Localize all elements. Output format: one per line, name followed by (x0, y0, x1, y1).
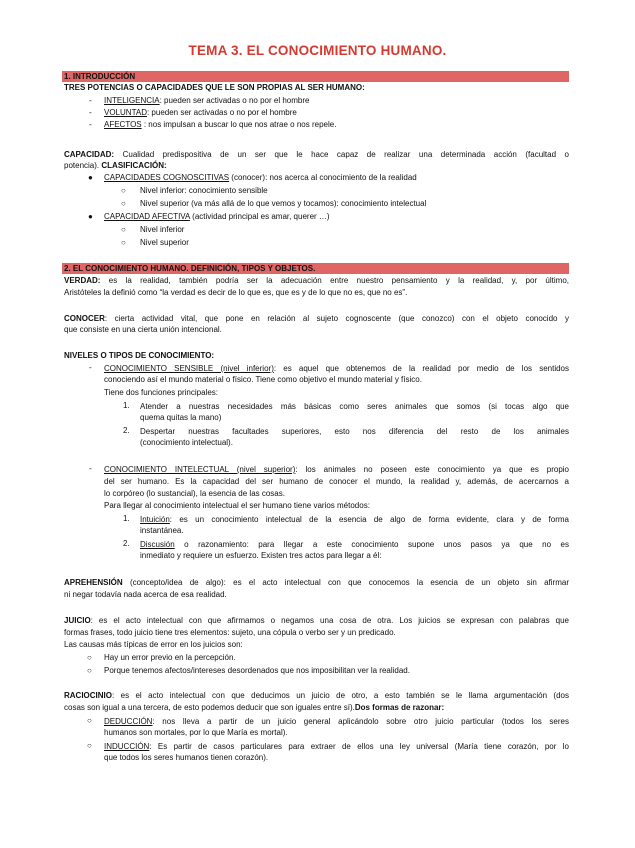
list-item-inteligencia: INTELIGENCIA: pueden ser activadas o no por el hombre (104, 96, 310, 105)
page-title: TEMA 3. EL CONOCIMIENTO HUMANO. (188, 43, 447, 58)
bullet-circle: ○ (121, 186, 126, 195)
dash-bullet: - (89, 464, 92, 473)
capacidad-line-2: potencia). CLASIFICACIÓN: (64, 161, 167, 170)
intelectual-line-4: Para llegar al conocimiento intelectual el ser humano tiene varios métodos: (104, 501, 370, 510)
bullet-dot: ● (88, 173, 93, 182)
funcion-1-line-2: quema quitas la mano) (140, 413, 222, 422)
bullet-dot: ● (88, 212, 93, 221)
niveles-heading: NIVELES O TIPOS DE CONOCIMIENTO: (64, 351, 215, 360)
metodo-2-line-2: inmediato y requiere un esfuerzo. Existen tres actos para llegar a él: (140, 551, 382, 560)
intelectual-line-2: del ser humano. Es la capacidad del ser humano de conocer el mundo, la realidad y, además, de acercarnos a (104, 477, 569, 486)
number-marker-1: 1. (123, 401, 130, 410)
bullet-circle: ○ (121, 238, 126, 247)
sensible-line-2: conociendo así el mundo material o físico. Tiene como objetivo el mundo material y físico. (104, 375, 422, 384)
juicio-error-1: Hay un error previo en la percepción. (104, 653, 236, 662)
aprehension-line-1: APREHENSIÓN (concepto/idea de algo): es el acto intelectual con que conocemos la esencia de un objeto sin afirmar (64, 578, 569, 587)
verdad-line-1: VERDAD: es la realidad, también podría ser la adecuación entre nuestro pensamiento y la realidad, y, por último, (64, 276, 569, 285)
funcion-2-line-1: Despertar nuestras facultades superiores, esto nos diferencia del resto de los animales (140, 427, 569, 436)
number-marker-2: 2. (123, 539, 130, 548)
juicio-error-2: Porque tenemos afectos/intereses desordenados que nos imposibilitan ver la realidad. (104, 666, 410, 675)
bullet-circle: ○ (87, 666, 92, 675)
deduccion-line-1: DEDUCCIÓN: nos lleva a partir de un juicio general aplicándolo sobre otro juicio particular (todos los seres (104, 717, 569, 726)
juicio-line-3: Las causas más típicas de error en los juicios son: (64, 640, 243, 649)
list-item-voluntad: VOLUNTAD: pueden ser activadas o no por el hombre (104, 108, 297, 117)
induccion-line-1: INDUCCIÓN: Es partir de casos particulares para extraer de ellos una ley universal (María tiene corazón, por lo (104, 742, 569, 751)
afectiva-item: CAPACIDAD AFECTIVA (actividad principal es amar, querer …) (104, 212, 330, 221)
induccion-line-2: que todos los seres humanos tienen corazón). (104, 753, 269, 762)
metodo-1-line-2: instantánea. (140, 526, 184, 535)
deduccion-line-2: humanos son mortales, por lo que María es mortal). (104, 728, 288, 737)
raciocinio-line-2: cosas son igual a una tercera, de esto podemos deducir que son iguales entre sí).Dos formas de razonar: (64, 703, 445, 712)
dash-bullet: - (89, 96, 92, 105)
sensible-line-3: Tiene dos funciones principales: (104, 388, 218, 397)
conocer-line-2: que consiste en una cierta unión intencional. (64, 325, 222, 334)
section-heading-conocimiento: 2. EL CONOCIMIENTO HUMANO. DEFINICIÓN, TIPOS Y OBJETOS. (62, 263, 569, 274)
potencias-heading: TRES POTENCIAS O CAPACIDADES QUE LE SON PROPIAS AL SER HUMANO: (64, 83, 365, 92)
number-marker-2: 2. (123, 426, 130, 435)
dash-bullet: - (89, 108, 92, 117)
aprehension-line-2: ni negar todavía nada acerca de esa realidad. (64, 590, 227, 599)
juicio-line-2: formas frases, todo juicio tiene tres elementos: sujeto, una cópula o verbo ser y un predicado. (64, 628, 396, 637)
bullet-circle: ○ (87, 653, 92, 662)
intelectual-line-1: CONOCIMIENTO INTELECTUAL (nivel superior): los animales no poseen este conocimiento ya que es propio (104, 465, 569, 474)
metodo-2-line-1: Discusión o razonamiento: para llegar a este conocimiento supone unos pasos ya que no es (140, 540, 569, 549)
dash-bullet: - (89, 363, 92, 372)
verdad-line-2: Aristóteles la definió como “la verdad es decir de lo que es, que es y de lo que no es, que no es”. (64, 288, 408, 297)
cognoscitivas-sub-1: Nivel inferior: conocimiento sensible (140, 186, 268, 195)
conocer-line-1: CONOCER: cierta actividad vital, que pone en relación al sujeto cognoscente (que conozco) con el objeto conocido y (64, 314, 569, 323)
metodo-1-line-1: Intuición: es un conocimiento intelectual de la esencia de algo de forma evidente, clara y de forma (140, 515, 569, 524)
intelectual-line-3: lo corpóreo (lo sustancial), la esencia de las cosas. (104, 489, 285, 498)
sensible-line-1: CONOCIMIENTO SENSIBLE (nivel inferior): es aquel que obtenemos de la realidad por medio de los sentidos (104, 364, 569, 373)
cognoscitivas-item: CAPACIDADES COGNOSCITIVAS (conocer): nos acerca al conocimiento de la realidad (104, 173, 417, 182)
bullet-circle: ○ (121, 225, 126, 234)
funcion-1-line-1: Atender a nuestras necesidades más básicas como seres animales que somos (si tocas algo que (140, 402, 569, 411)
juicio-line-1: JUICIO: es el acto intelectual con que afirmamos o negamos una cosa de otra. Los juicios se expresan con palabras que (64, 616, 569, 625)
dash-bullet: - (89, 120, 92, 129)
cognoscitivas-sub-2: Nivel superior (va más allá de lo que vemos y tocamos): conocimiento intelectual (140, 199, 427, 208)
bullet-circle: ○ (87, 716, 92, 725)
afectiva-sub-2: Nivel superior (140, 238, 189, 247)
bullet-circle: ○ (87, 741, 92, 750)
funcion-2-line-2: (conocimiento intelectual). (140, 438, 233, 447)
raciocinio-line-1: RACIOCINIO: es el acto intelectual con que deducimos un juicio de otro, a esto también se le llama argumentación (dos (64, 691, 569, 700)
number-marker-1: 1. (123, 514, 130, 523)
section-heading-introduccion: 1. INTRODUCCIÓN (62, 71, 569, 82)
afectiva-sub-1: Nivel inferior (140, 225, 185, 234)
capacidad-line-1: CAPACIDAD: Cualidad predispositiva de un ser que le hace capaz de realizar una determinada acción (facultad o (64, 150, 570, 159)
bullet-circle: ○ (121, 199, 126, 208)
list-item-afectos: AFECTOS : nos impulsan a buscar lo que nos atrae o nos repele. (104, 120, 337, 129)
